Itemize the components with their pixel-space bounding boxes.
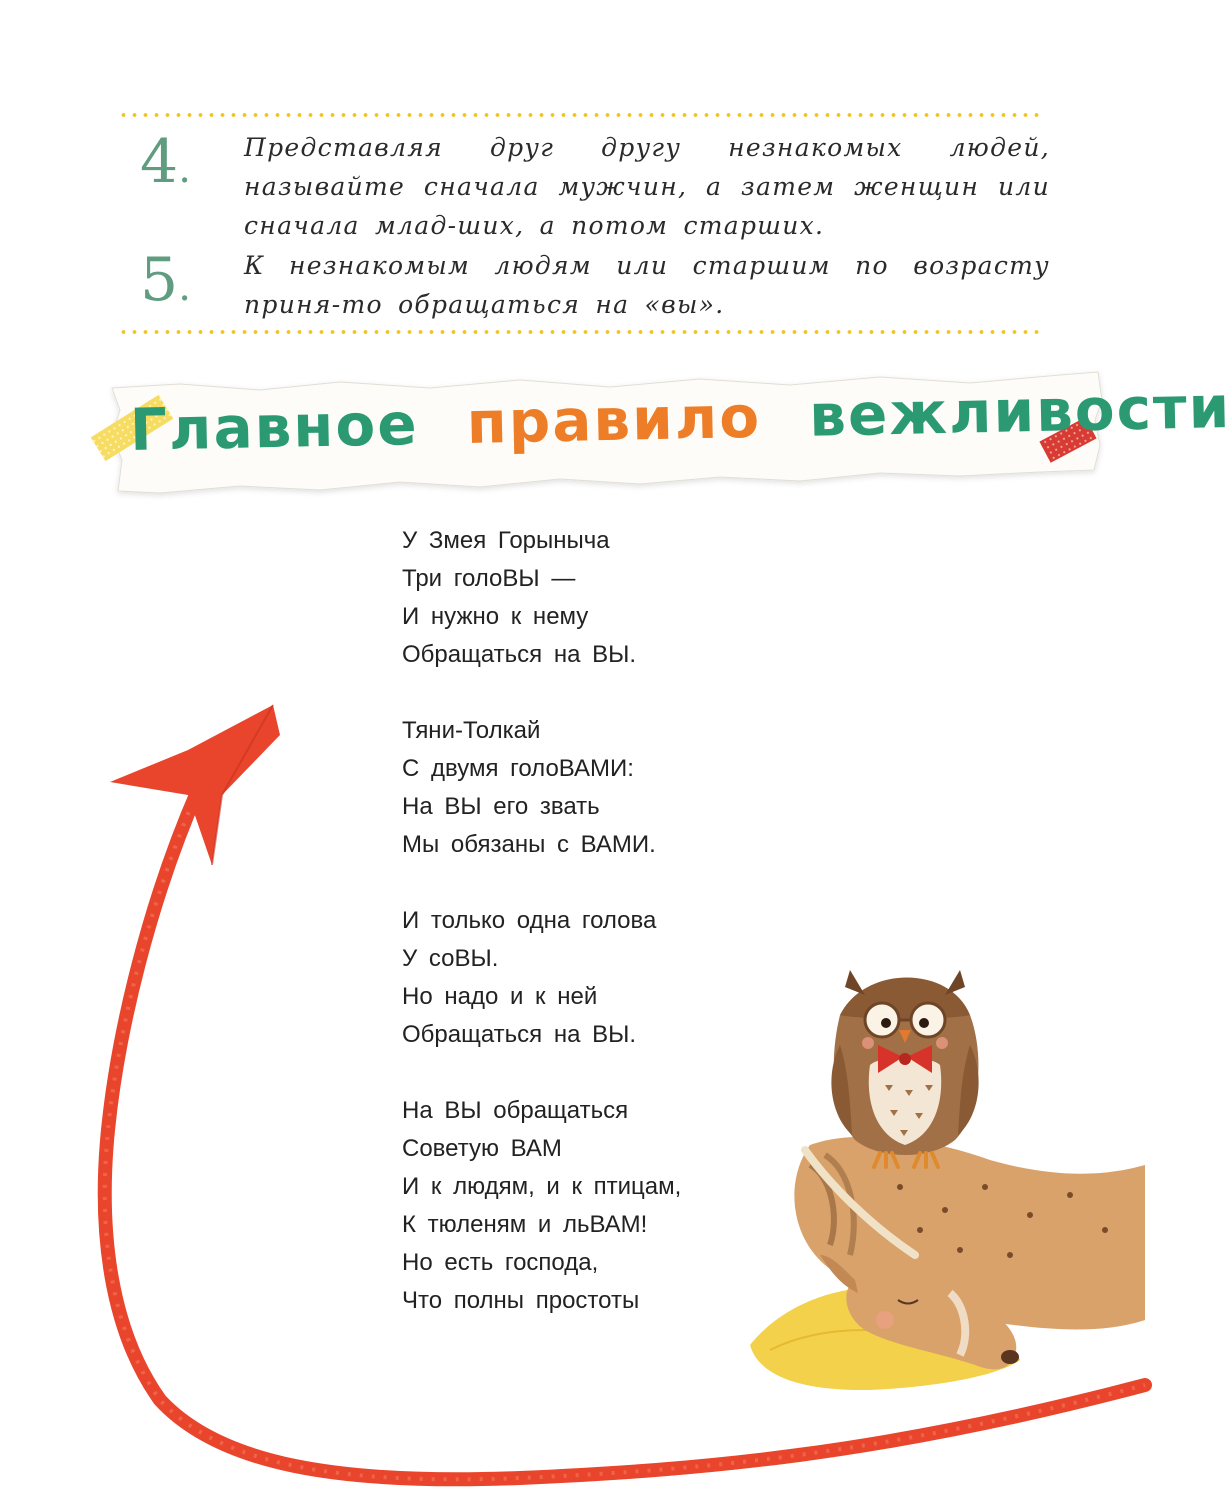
- rule-text-4: Представляя друг другу незнакомых людей, называйте сначала мужчин, а затем женщин или сначала млад-ших, а потом старших.: [244, 133, 1050, 240]
- poem-line: Обращаться на ВЫ.: [402, 1021, 637, 1048]
- poem: [402, 522, 822, 1358]
- poem-stanza-3: [402, 902, 822, 1054]
- poem-line: Но надо и к ней: [402, 983, 598, 1010]
- poem-line: Что полны простоты: [402, 1287, 640, 1314]
- rule-number-5: 5.: [140, 245, 191, 315]
- poem-stanza-4: [402, 1092, 822, 1320]
- rule-text-5: К незнакомым людям или старшим по возрасту приня-то обращаться на «вы».: [244, 251, 1050, 319]
- poem-line: Обращаться на ВЫ.: [402, 641, 637, 668]
- poem-stanza-1: [402, 522, 822, 674]
- poem-line: Советую ВАМ: [402, 1135, 562, 1162]
- owl-and-antelope-illustration: [770, 925, 1145, 1425]
- poem-line: У соВЫ.: [402, 945, 499, 972]
- poem-line: Мы обязаны с ВАМИ.: [402, 831, 656, 858]
- title-word-2: правило: [465, 382, 762, 457]
- dotted-divider-top: [118, 113, 1043, 117]
- title-word-1: Главное: [129, 389, 420, 464]
- poem-line: У Змея Горыныча: [402, 527, 610, 554]
- poem-line: Тяни-Толкай: [402, 717, 541, 744]
- owl: [831, 970, 978, 1167]
- poem-line: И нужно к нему: [402, 603, 589, 630]
- dotted-divider-bottom: [118, 330, 1043, 334]
- poem-line: С двумя голоВАМИ:: [402, 755, 634, 782]
- poem-line: И только одна голова: [402, 907, 657, 934]
- rule-number-4: 4.: [140, 127, 191, 197]
- poem-stanza-2: [402, 712, 822, 864]
- arrow-head: [110, 705, 280, 865]
- poem-line: На ВЫ его звать: [402, 793, 600, 820]
- title-word-3: вежливости: [808, 372, 1232, 450]
- poem-line: К тюленям и льВАМ!: [402, 1211, 648, 1238]
- poem-line: И к людям, и к птицам,: [402, 1173, 682, 1200]
- poem-line: На ВЫ обращаться: [402, 1097, 629, 1124]
- poem-line: Но есть господа,: [402, 1249, 599, 1276]
- poem-line: Три голоВЫ —: [402, 565, 576, 592]
